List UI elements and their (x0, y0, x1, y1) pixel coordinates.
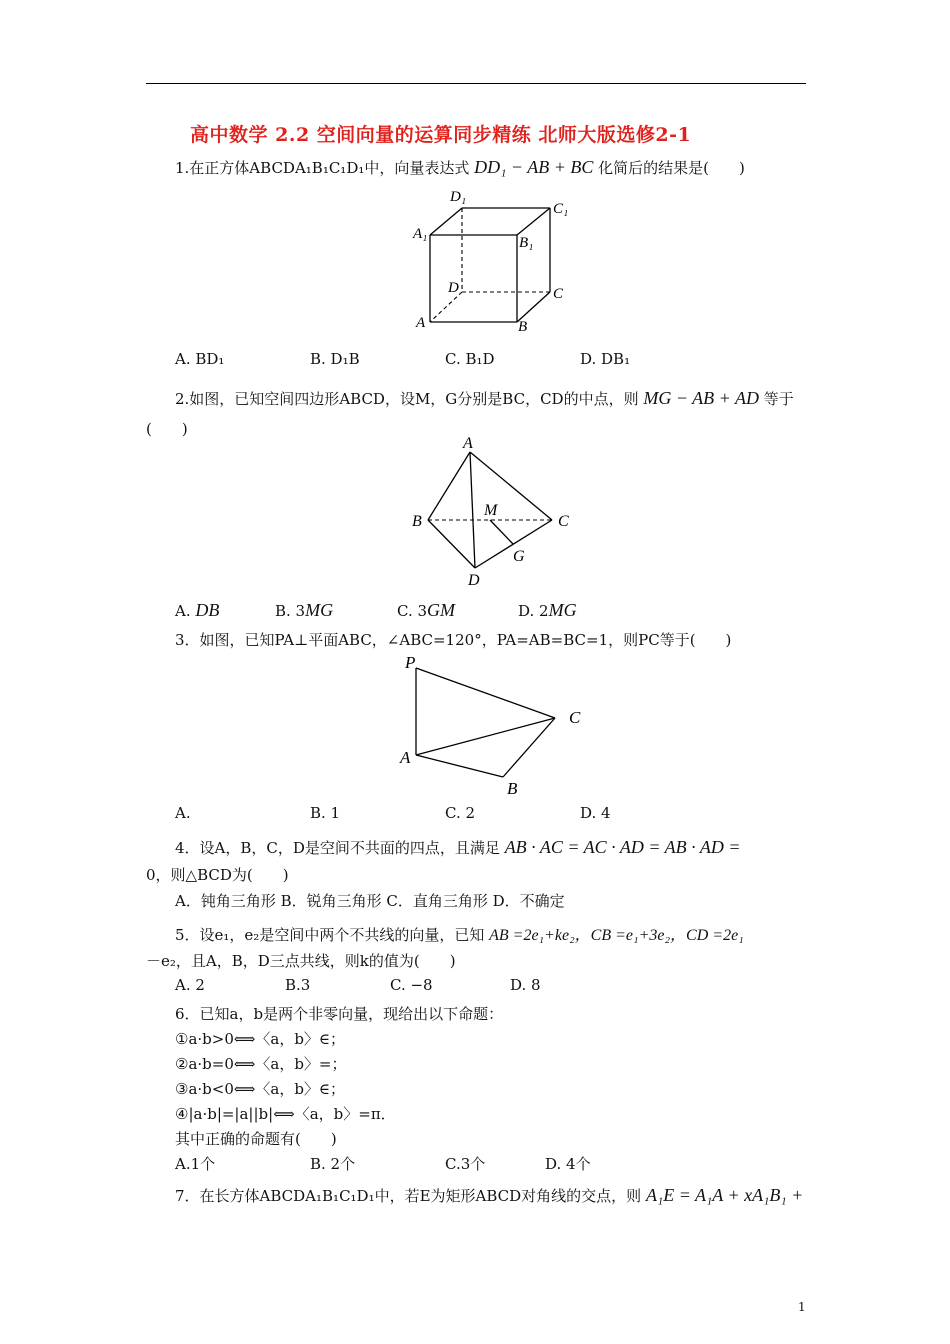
tetra-label-c: C (558, 513, 569, 530)
q1-option-d: D. DB₁ (580, 350, 631, 368)
q3-option-d: D. 4 (580, 804, 611, 822)
tetra-label-d: D (468, 572, 480, 589)
q6-stem: 6．已知a，b是两个非零向量，现给出以下命题： (175, 1005, 504, 1023)
cube-label-a: A (416, 315, 426, 331)
q6-option-a: A.1个 (175, 1155, 216, 1173)
page-number: 1 (798, 1300, 806, 1314)
q5-stem: 5．设e₁，e₂是空间中两个不共线的向量，已知 (175, 926, 485, 944)
q1-option-c: C. B₁D (445, 350, 495, 368)
cube-label-d: D (448, 280, 459, 296)
cube-label-a1: A₁ (413, 226, 428, 242)
q1-option-a: A. BD₁ (175, 350, 225, 368)
q5-option-c: C. −8 (390, 976, 433, 994)
cube-figure (405, 185, 590, 335)
q4-line2: 0，则△BCD为( ) (146, 866, 289, 884)
q4-stem: 4．设A，B，C，D是空间不共面的四点，且满足 (175, 839, 500, 857)
q5-line (175, 922, 744, 945)
q5-option-d: D. 8 (510, 976, 541, 994)
q2-tail: 等于 (763, 390, 794, 408)
q3-option-b: B. 1 (310, 804, 341, 822)
q4-expression: AB · AC = AC · AD = AB · AD = (504, 837, 741, 857)
q2-bracket: ( ) (146, 420, 188, 438)
q6-ask: 其中正确的命题有( ) (175, 1130, 337, 1148)
q3-option-a: A. (175, 804, 191, 822)
q2-expression: MG − AB + AD (643, 388, 759, 408)
pyramid-label-b: B (507, 779, 518, 798)
q2-option-a: A. DB (175, 600, 220, 620)
pyramid-label-a: A (400, 748, 411, 767)
pyramid-figure (390, 650, 595, 800)
q1-line (175, 157, 745, 178)
tetra-label-m: M (484, 502, 498, 519)
cube-label-d1: D₁ (450, 189, 467, 205)
q2-option-c: C. 3GM (397, 600, 456, 620)
cube-label-b: B (518, 319, 528, 335)
q7-expression: A₁E = A₁A + xA₁B₁ + (645, 1185, 804, 1205)
q6-item-2: ②a·b=0⟺〈a，b〉=； (175, 1055, 347, 1073)
q7-stem: 7．在长方体ABCDA₁B₁C₁D₁中，若E为矩形ABCD对角线的交点，则 (175, 1187, 642, 1205)
tetrahedron-figure (400, 435, 590, 590)
q6-item-3: ③a·b<0⟺〈a，b〉∈； (175, 1080, 346, 1098)
q4-options: A．钝角三角形 B．锐角三角形 C．直角三角形 D．不确定 (175, 892, 565, 910)
q5-option-b: B.3 (285, 976, 311, 994)
q2-stem: 2.如图，已知空间四边形ABCD，设M，G分别是BC，CD的中点，则 (175, 390, 639, 408)
pyramid-label-p: P (405, 653, 416, 672)
cube-label-b1: B₁ (519, 235, 534, 251)
q2-line (175, 388, 794, 409)
q1-option-b: B. D₁B (310, 350, 360, 368)
q5-option-a: A. 2 (175, 976, 205, 994)
q3-stem: 3．如图，已知PA⊥平面ABC，∠ABC=120°，PA=AB=BC=1，则PC等于( ) (175, 631, 732, 649)
q4-line (175, 837, 740, 858)
q6-option-b: B. 2个 (310, 1155, 356, 1173)
pyramid-label-c: C (569, 708, 581, 727)
cube-label-c1: C₁ (553, 201, 569, 217)
page-title: 高中数学 2.2 空间向量的运算同步精练 北师大版选修2-1 (190, 124, 692, 146)
q6-option-d: D. 4个 (545, 1155, 591, 1173)
q6-option-c: C.3个 (445, 1155, 486, 1173)
q2-option-b: B. 3MG (275, 600, 334, 620)
q5-line2: －e₂，且A，B，D三点共线，则k的值为( ) (146, 952, 456, 970)
tetra-label-g: G (513, 548, 525, 565)
tetra-label-a: A (463, 435, 473, 452)
tetra-label-b: B (412, 513, 422, 530)
q1-stem: 1.在正方体ABCDA₁B₁C₁D₁中，向量表达式 (175, 159, 470, 177)
q7-line (175, 1185, 803, 1206)
header-rule (146, 83, 806, 84)
q1-expression: DD₁ − AB + BC (474, 157, 594, 177)
q1-tail: 化简后的结果是( ) (598, 159, 745, 177)
q6-item-1: ①a·b>0⟺〈a，b〉∈； (175, 1030, 346, 1048)
q6-item-4: ④|a·b|=|a||b|⟺〈a，b〉=π． (175, 1105, 396, 1123)
cube-label-c: C (553, 286, 564, 302)
q5-expression: AB =2e₁+ke₂，CB =e₁+3e₂，CD =2e₁ (489, 927, 744, 944)
q2-option-d: D. 2MG (518, 600, 577, 620)
q3-option-c: C. 2 (445, 804, 476, 822)
